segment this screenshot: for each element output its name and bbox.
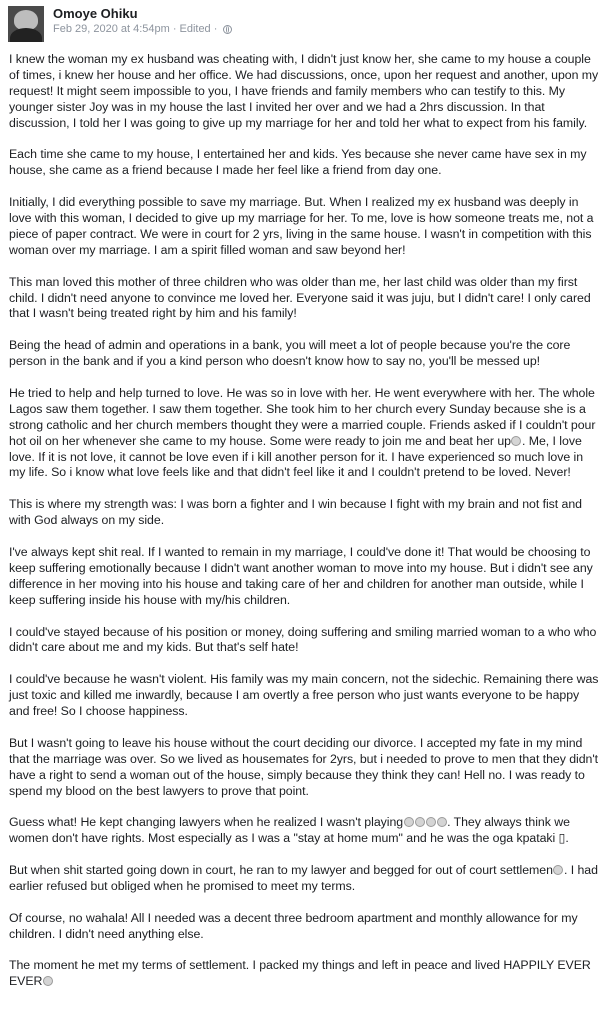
post-timestamp[interactable]: Feb 29, 2020 at 4:54pm	[53, 23, 170, 35]
post-paragraph: I've always kept shit real. If I wanted to remain in my marriage, I could've done it! That would be choosing to keep suffering emotionally because I didn't want another woman to move into my house. But i didn't see any difference in her moving into his house and taking care of her and children for another man outside, while I keep suffering inside his house with my/his children.	[9, 544, 593, 607]
laughing-emoji-icon	[404, 817, 414, 827]
post-paragraph: Of course, no wahala! All I needed was a decent three bedroom apartment and monthly allowance for my children. I didn't need anything else.	[9, 910, 578, 941]
post-paragraph: I knew the woman my ex husband was cheating with, I didn't just know her, she came to my house a couple of times, i knew her house and her office. We had discussions, once, upon her request and another, upon my request! It might seem impossible to you, I have friends and family members who can testify to this. My younger sister Joy was in my house the last I invited her over and we had a 2hrs discussion. In that discussion, I told her I was going to give up my marriage for her and told her what to expect from his family.	[9, 52, 599, 130]
post-paragraph: Initially, I did everything possible to save my marriage. But. When I realized my ex husband was deeply in love with this woman, I decided to give up my marriage for her. To me, love is how someone treats me, not a piece of paper contract. We were in court for 2 yrs, living in the same house. I wasn't in competition with this woman over my marriage. I am a spirit filled woman and saw beyond her!	[9, 195, 594, 257]
laughing-emoji-icon	[437, 817, 447, 827]
laughing-emoji-icon	[415, 817, 425, 827]
post-paragraph: This is where my strength was: I was born a fighter and I win because I fight with my brain and not fist and with God always on my side.	[9, 497, 582, 528]
separator-dot: ·	[172, 23, 177, 35]
post-paragraph: He tried to help and help turned to love. He was so in love with her. He went everywhere with her. The whole Lagos saw them together. I saw them together. She took him to her church every Sunday because she is a strong catholic and her church members thought they were a married couple. Friends asked if I couldn't pour hot oil on her whenever she came to my house. Some were ready to join me and beat her up . Me, I love love. If it is not love, it cannot be love even if i kill another person for it. I have experienced so much love in my life. So i know what love feels like and that didn't feel like it and I couldn't pretend to be loved. Never!	[9, 385, 596, 480]
separator-dot: ·	[213, 23, 218, 35]
post-paragraph: The moment he met my terms of settlement. I packed my things and left in peace and lived HAPPILY EVER EVER	[9, 958, 591, 989]
author-meta	[53, 6, 232, 36]
post-meta	[53, 22, 232, 36]
avatar[interactable]	[8, 6, 44, 42]
post-body	[0, 42, 610, 990]
post-paragraph: But I wasn't going to leave his house without the court deciding our divorce. I accepted my fate in my mind that the marriage was over. So we lived as housemates for 2yrs, but i needed to prove to men that they didn't have a right to send a woman out of the house, simply because they think they can! Hell no. I was ready to spend my blood on the best lawyers to prove that point.	[9, 735, 599, 798]
post-paragraph: I could've stayed because of his position or money, doing suffering and smiling married woman to a who who didn't care about me and my kids. But that's self hate!	[9, 624, 597, 655]
laughing-emoji-icon	[426, 817, 436, 827]
laughing-emoji-icon	[553, 865, 563, 875]
edited-label[interactable]: Edited	[179, 23, 211, 35]
laughing-emoji-icon	[43, 976, 53, 986]
post-header	[0, 0, 610, 42]
author-name[interactable]: Omoye Ohiku	[53, 6, 138, 21]
post-paragraph: Being the head of admin and operations in a bank, you will meet a lot of people because you're the core person in the bank and if you a kind person who doesn't know how to say no, you'll be messed up!	[9, 338, 571, 369]
laughing-emoji-icon	[511, 436, 521, 446]
post-paragraph: Each time she came to my house, I entertained her and kids. Yes because she never came have sex in my house, she came as a friend because I made her feel like a friend from day one.	[9, 147, 587, 178]
post-paragraph: Guess what! He kept changing lawyers when he realized I wasn't playing . They always think we women don't have rights. Most especially as I was a "stay at home mum" and he was the oga kpataki ▯.	[9, 815, 570, 846]
globe-icon[interactable]	[223, 25, 232, 34]
post-paragraph: I could've because he wasn't violent. His family was my main concern, not the sidechic. Remaining there was just toxic and killed me inwardly, because I am overtly a free person who just wants everyone to be happy and free! So I choose happiness.	[9, 672, 599, 719]
post-paragraph: This man loved this mother of three children who was older than me, her last child was older than my first child. I didn't need anyone to convince me loved her. Everyone said it was juju, but I didn't care! I only cared that I wasn't being treated right by him and his family!	[9, 274, 591, 321]
post-paragraph: But when shit started going down in court, he ran to my lawyer and begged for out of court settlemen . I had earlier refused but obliged when he promised to meet my terms.	[9, 863, 598, 893]
